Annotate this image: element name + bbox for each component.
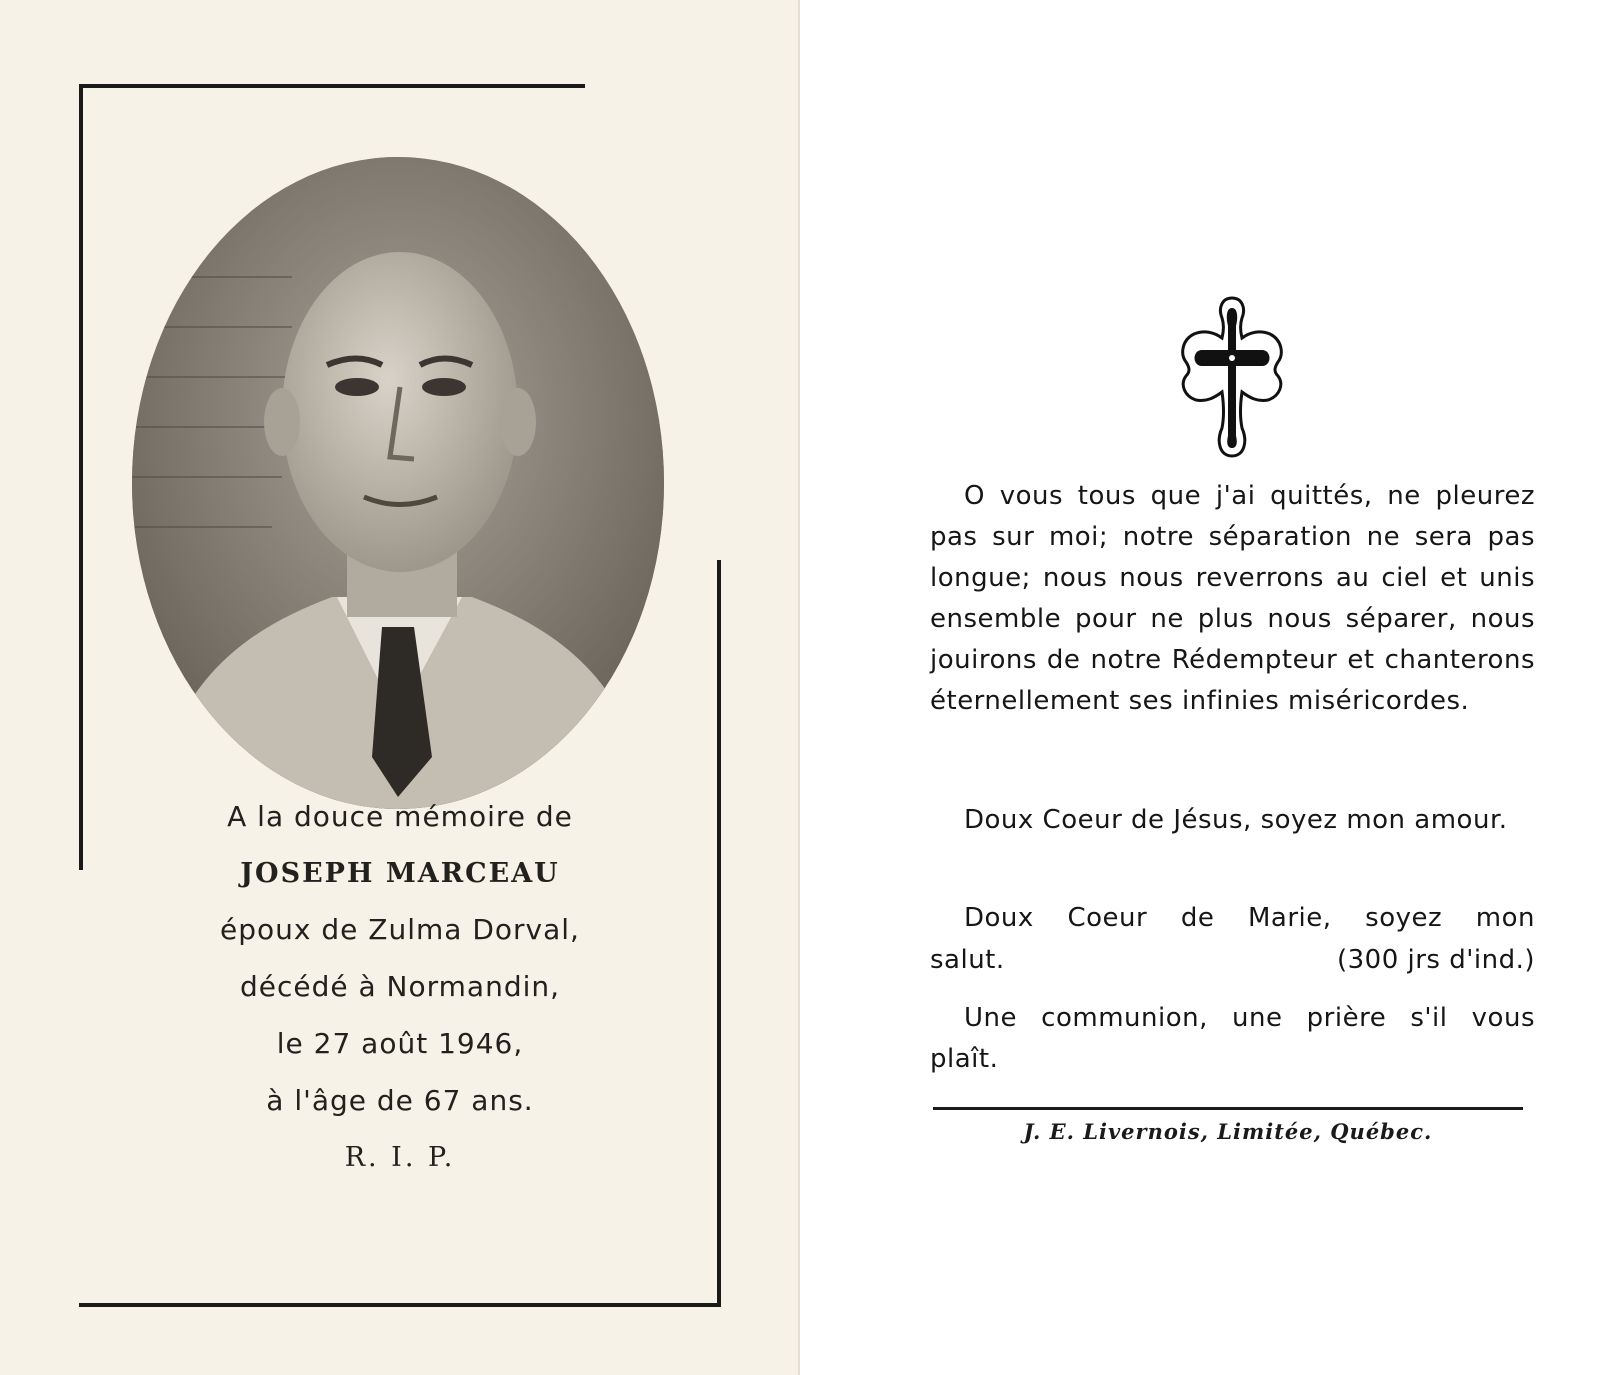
- prayer-jesus: Doux Coeur de Jésus, soyez mon amour.: [964, 805, 1508, 835]
- portrait-photo: [132, 157, 664, 809]
- rip-line: R. I. P.: [344, 1142, 456, 1173]
- deceased-name: JOSEPH MARCEAU: [240, 858, 560, 889]
- age-line: à l'âge de 67 ans.: [266, 1084, 534, 1117]
- frame-rule-bottom: [79, 1303, 721, 1307]
- frame-rule-top: [79, 84, 585, 88]
- frame-rule-left: [79, 84, 83, 870]
- spouse-line: époux de Zulma Dorval,: [220, 913, 580, 946]
- death-place-line: décédé à Normandin,: [239, 970, 561, 1003]
- memorial-card-front: [0, 0, 800, 1375]
- prayer-marie: Doux Coeur de Marie, soyez mon: [964, 903, 1535, 933]
- printer-rule: [933, 1107, 1523, 1110]
- frame-rule-right: [717, 560, 721, 1307]
- portrait-illustration: [132, 157, 664, 809]
- cross-icon: [1178, 296, 1286, 458]
- indulgence-note: (300 jrs d'ind.): [1336, 945, 1535, 975]
- death-date-line: le 27 août 1946,: [276, 1027, 524, 1060]
- printer-credit: J. E. Livernois, Limitée, Québec.: [1023, 1119, 1433, 1144]
- prayer-main: O vous tous que j'ai quittés, ne pleurez pas sur moi; notre séparation ne sera pas longue; nous nous reverrons au ciel et unis ensemble pour ne plus nous séparer, nous jouirons de notre Rédempteur et chanterons éternellement ses infinies miséricordes.: [930, 481, 1535, 716]
- communion-request: Une communion, une prière s'il vous plaît.: [930, 1003, 1535, 1074]
- prayer-marie-end: salut.: [930, 945, 1005, 975]
- indulgence-row: [930, 945, 1535, 975]
- intro-line: A la douce mémoire de: [227, 800, 573, 833]
